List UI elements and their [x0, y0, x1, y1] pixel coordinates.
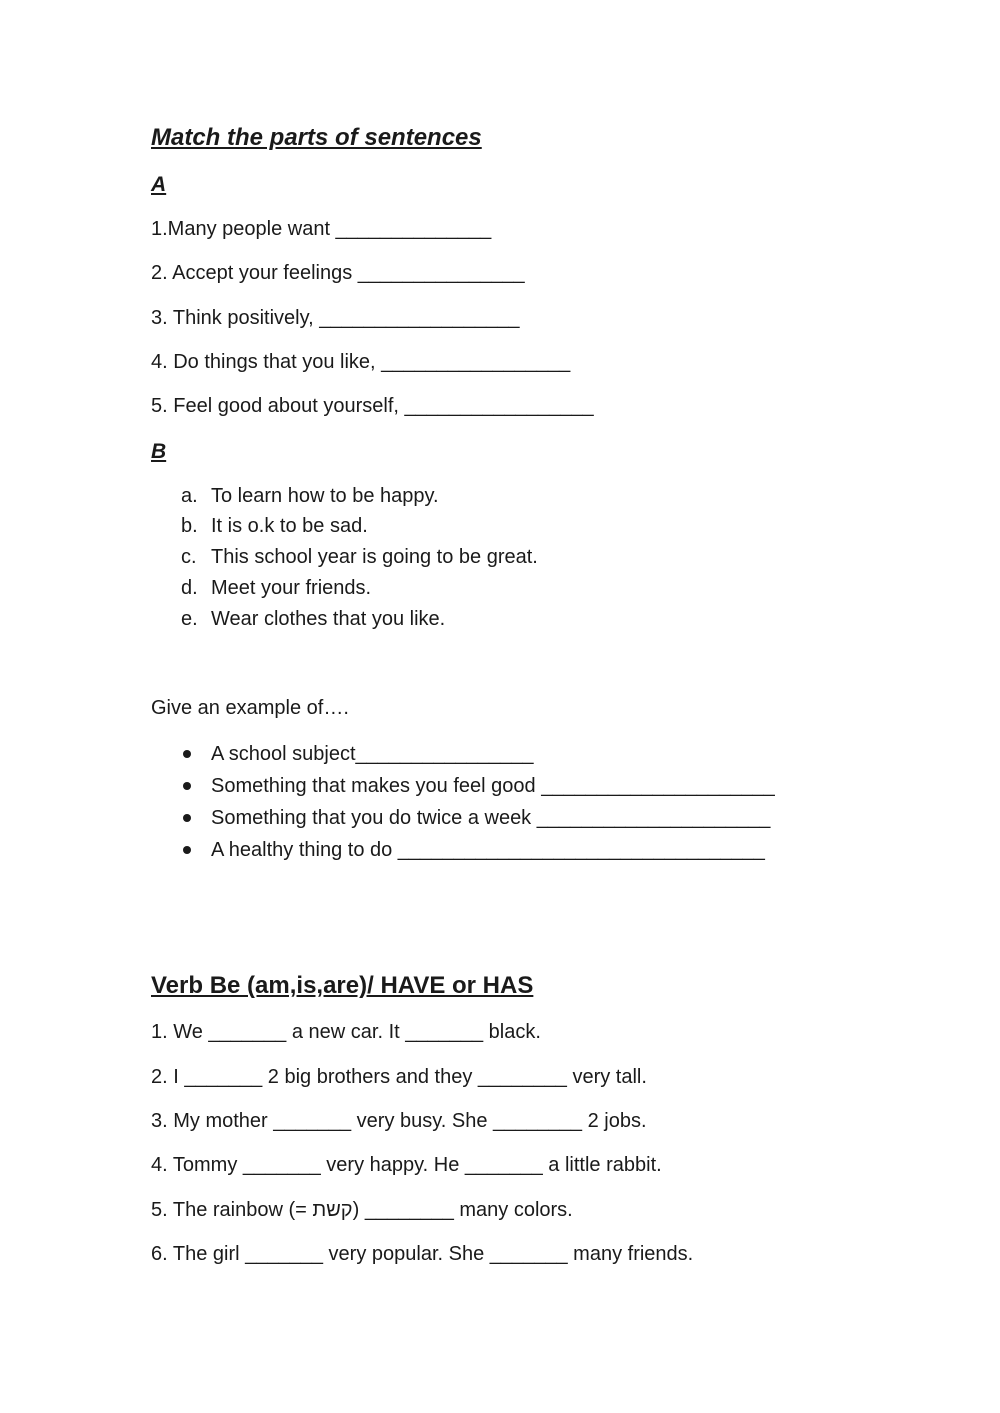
verb-item-1: 1. We _______ a new car. It _______ black.: [151, 1021, 541, 1043]
list-item-text: Meet your friends.: [211, 577, 372, 599]
part-a-item-5: 5. Feel good about yourself, _________________: [151, 395, 594, 417]
part-a-label: A: [151, 173, 167, 196]
part-a-item-3: 3. Think positively, __________________: [151, 307, 520, 329]
part-b-item-c: [181, 545, 538, 569]
list-item-text: This school year is going to be great.: [211, 546, 538, 568]
example-item-2: Something that makes you feel good _____________________: [211, 775, 775, 797]
bullet-icon: [183, 750, 191, 758]
part-b-item-e: [181, 607, 445, 631]
list-marker: a.: [181, 485, 198, 507]
part-b-item-d: [181, 576, 371, 600]
list-marker: b.: [181, 515, 198, 537]
verb-item-3: 3. My mother _______ very busy. She ________ 2 jobs.: [151, 1110, 647, 1132]
bullet-icon: [183, 782, 191, 790]
verb-item-2: 2. I _______ 2 big brothers and they ________ very tall.: [151, 1066, 647, 1088]
list-marker: d.: [181, 577, 198, 599]
list-item-text: To learn how to be happy.: [211, 485, 439, 507]
example-intro: Give an example of….: [151, 697, 349, 719]
verb-item-5: 5. The rainbow (= קשת) ________ many colors.: [151, 1199, 573, 1221]
example-item-1: A school subject________________: [211, 743, 534, 765]
part-a-item-2: 2. Accept your feelings _______________: [151, 262, 525, 284]
list-marker: c.: [181, 546, 197, 568]
verb-item-6: 6. The girl _______ very popular. She _______ many friends.: [151, 1243, 694, 1265]
part-b-item-a: [181, 484, 439, 508]
part-b-item-b: [181, 514, 368, 538]
part-a-item-4: 4. Do things that you like, _________________: [151, 351, 571, 373]
list-marker: e.: [181, 608, 198, 630]
part-a-item-1: 1.Many people want ______________: [151, 218, 492, 240]
part-b-label: B: [151, 440, 167, 463]
match-section-title: Match the parts of sentences: [151, 124, 482, 151]
verb-section-title: Verb Be (am,is,are)/ HAVE or HAS: [151, 972, 534, 999]
example-item-4: A healthy thing to do _________________________________: [211, 839, 765, 861]
bullet-icon: [183, 846, 191, 854]
list-item-text: Wear clothes that you like.: [211, 608, 446, 630]
list-item-text: It is o.k to be sad.: [211, 515, 368, 537]
verb-item-4: 4. Tommy _______ very happy. He _______ a little rabbit.: [151, 1154, 662, 1176]
example-item-3: Something that you do twice a week _____________________: [211, 807, 771, 829]
bullet-icon: [183, 814, 191, 822]
